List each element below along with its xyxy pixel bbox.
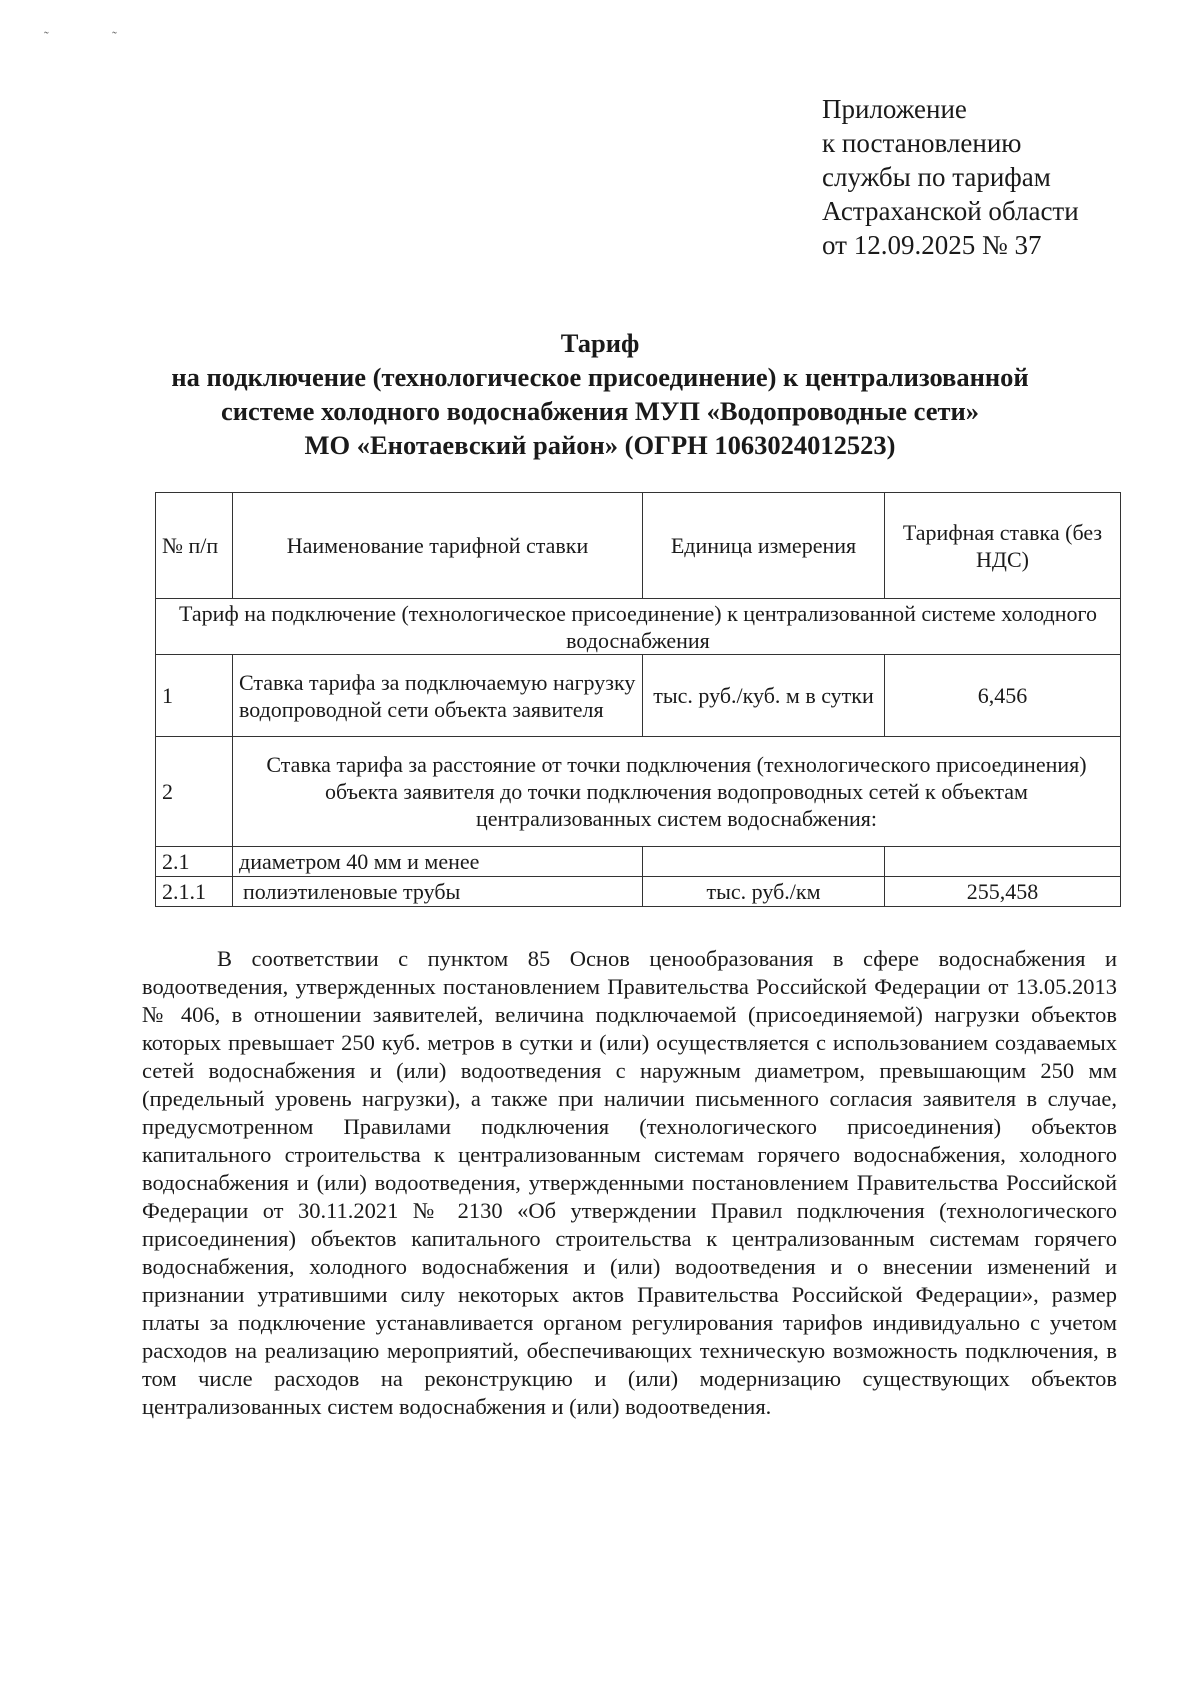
title-line: на подключение (технологическое присоединение) к централизованной (171, 362, 1029, 392)
document-title (130, 326, 1070, 462)
table-row (156, 877, 1121, 907)
row-number: 1 (156, 655, 233, 737)
row-rate (885, 847, 1121, 877)
row-name: полиэтиленовые трубы (233, 877, 643, 907)
row-rate: 6,456 (885, 655, 1121, 737)
appendix-block (822, 92, 1079, 262)
body-paragraph: В соответствии с пунктом 85 Основ ценообразования в сфере водоснабжения и водоотведения, утвержденных постановлением Правительства Российской Федерации от 13.05.2013 № 406, в отношении заявителей, величина подключаемой (присоединяемой) нагрузки объектов которых превышает 250 куб. метров в сутки и (или) осуществляется с использованием создаваемых сетей водоснабжения и (или) водоотведения с наружным диаметром, превышающим 250 мм (предельный уровень нагрузки), а также при наличии письменного согласия заявителя в случае, предусмотренном Правилами подключения (технологического присоединения) объектов капитального строительства к централизованным системам горячего водоснабжения, холодного водоснабжения и (или) водоотведения, утвержденными постановлением Правительства Российской Федерации от 30.11.2021 № 2130 «Об утверждении Правил подключения (технологического присоединения) объектов капитального строительства к централизованным системам горячего водоснабжения, холодного водоснабжения и (или) водоотведения и о внесении изменений и признании утратившими силу некоторых актов Правительства Российской Федерации», размер платы за подключение устанавливается органом регулирования тарифов индивидуально с учетом расходов на реализацию мероприятий, обеспечивающих техническую возможность подключения, в том числе расходов на реконструкцию и (или) модернизацию существующих объектов централизованных систем водоснабжения и (или) водоотведения. (142, 946, 1117, 1419)
appendix-line: Приложение (822, 94, 967, 124)
table-row (156, 737, 1121, 847)
table-section-row (156, 599, 1121, 655)
row-number: 2.1.1 (156, 877, 233, 907)
row-unit: тыс. руб./куб. м в сутки (643, 655, 885, 737)
row-rate: 255,458 (885, 877, 1121, 907)
row-name: Ставка тарифа за расстояние от точки подключения (технологического присоединения) объекта заявителя до точки подключения водопроводных сетей к объектам централизованных систем водоснабжения: (233, 737, 1121, 847)
header-name: Наименование тарифной ставки (233, 493, 643, 599)
appendix-line: к постановлению (822, 128, 1022, 158)
row-name: диаметром 40 мм и менее (233, 847, 643, 877)
title-line: МО «Енотаевский район» (ОГРН 1063024012523) (304, 430, 896, 460)
appendix-line: от 12.09.2025 № 37 (822, 230, 1042, 260)
row-name: Ставка тарифа за подключаемую нагрузку водопроводной сети объекта заявителя (233, 655, 643, 737)
section-title: Тариф на подключение (технологическое присоединение) к централизованной системе холодного водоснабжения (156, 599, 1121, 655)
header-rate: Тарифная ставка (без НДС) (885, 493, 1121, 599)
table-row (156, 655, 1121, 737)
table-row (156, 847, 1121, 877)
row-unit (643, 847, 885, 877)
table-header-row (156, 493, 1121, 599)
scan-corner-marks: ˜ ˜ (44, 30, 147, 45)
title-line: системе холодного водоснабжения МУП «Водопроводные сети» (220, 396, 980, 426)
appendix-line: службы по тарифам (822, 162, 1051, 192)
appendix-line: Астраханской области (822, 196, 1079, 226)
title-line: Тариф (560, 328, 640, 358)
row-unit: тыс. руб./км (643, 877, 885, 907)
tariff-table (155, 492, 1121, 907)
header-number: № п/п (156, 493, 233, 599)
row-number: 2 (156, 737, 233, 847)
header-unit: Единица измерения (643, 493, 885, 599)
row-number: 2.1 (156, 847, 233, 877)
